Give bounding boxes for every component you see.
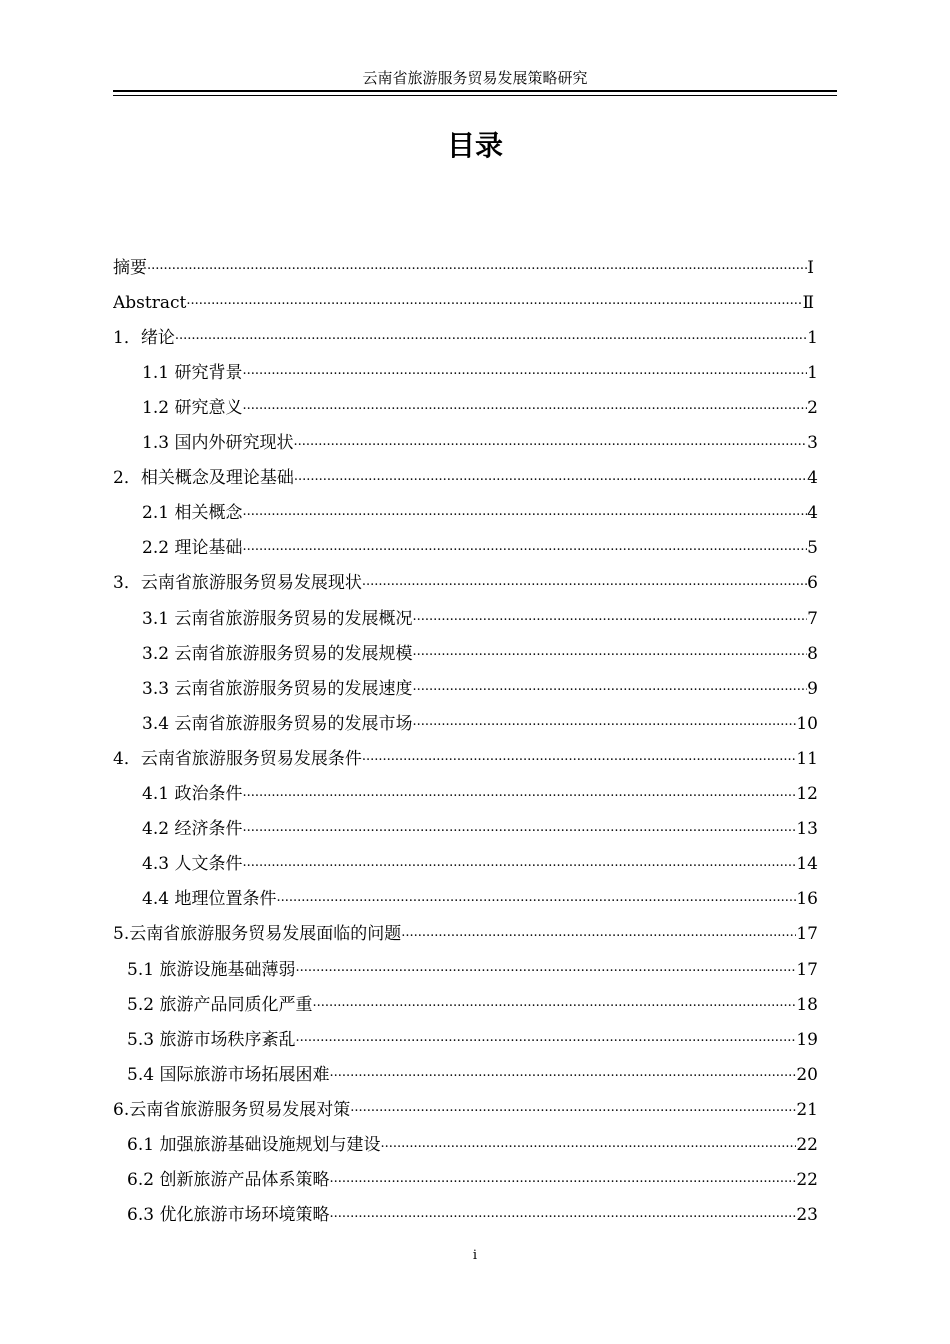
toc-dot-leader	[276, 887, 796, 917]
header-rule-thin	[113, 95, 837, 96]
toc-entry-page: 4	[807, 468, 818, 489]
toc-entry-title: 1．绪论	[113, 327, 175, 348]
toc-entry-title: 4.3 人文条件	[142, 854, 243, 875]
toc-dot-leader	[329, 1062, 796, 1092]
toc-entry[interactable]	[113, 566, 818, 601]
toc-entry[interactable]	[127, 1163, 818, 1198]
toc-entry-title: 1.3 国内外研究现状	[142, 433, 294, 453]
toc-dot-leader	[242, 395, 807, 425]
page-number: i	[472, 1248, 478, 1263]
toc-dot-leader	[242, 536, 807, 566]
toc-entry-page: 8	[807, 643, 818, 664]
running-header: 云南省旅游服务贸易发展策略研究	[362, 69, 588, 87]
toc-entry-title: 6.2 创新旅游产品体系策略	[127, 1170, 330, 1191]
toc-dot-leader	[295, 957, 796, 987]
toc-entry-title: 5.2 旅游产品同质化严重	[127, 994, 313, 1015]
toc-entry-title: 3.3 云南省旅游服务贸易的发展速度	[142, 678, 413, 699]
toc-entry-page: 23	[796, 1205, 818, 1226]
toc-entry-title: 2.2 理论基础	[142, 538, 243, 559]
toc-entry-title: 1.2 研究意义	[142, 397, 243, 418]
toc-dot-leader	[147, 255, 807, 285]
toc-dot-leader	[293, 431, 807, 461]
toc-entry-page: 22	[796, 1170, 818, 1191]
toc-entry-page: 13	[796, 819, 818, 840]
toc-entry-page: 7	[807, 608, 818, 629]
toc-entry-title: 5.4 国际旅游市场拓展困难	[127, 1064, 330, 1085]
toc-entry-page: 14	[796, 854, 818, 875]
toc-entry-title: 2.1 相关概念	[142, 503, 243, 524]
toc-dot-leader	[350, 1097, 796, 1127]
toc-entry-page: 22	[796, 1135, 818, 1155]
toc-entry-page: 19	[796, 1029, 818, 1050]
toc-entry[interactable]	[142, 355, 818, 390]
toc-entry[interactable]	[142, 390, 818, 425]
toc-dot-leader	[242, 360, 807, 390]
toc-entry-title: 3．云南省旅游服务贸易发展现状	[113, 573, 362, 594]
toc-dot-leader	[401, 922, 796, 952]
toc-entry-page: 6	[807, 573, 818, 594]
toc-entry-page: 10	[796, 713, 818, 734]
toc-entry-title: 4.2 经济条件	[142, 819, 243, 840]
toc-dot-leader	[412, 676, 807, 706]
toc-entry-title: 3.1 云南省旅游服务贸易的发展概况	[142, 608, 413, 629]
toc-entry[interactable]	[127, 987, 818, 1022]
toc-entry-title: Abstract	[113, 292, 187, 313]
toc-entry-title: 6.1 加强旅游基础设施规划与建设	[127, 1135, 381, 1155]
toc-entry[interactable]	[127, 1128, 818, 1163]
toc-entry-page: 11	[796, 748, 818, 769]
toc-entry-title: 5.3 旅游市场秩序紊乱	[127, 1029, 296, 1050]
toc-entry-title: 6.云南省旅游服务贸易发展对策	[113, 1099, 351, 1120]
toc-dot-leader	[242, 852, 796, 882]
toc-dot-leader	[312, 992, 796, 1022]
toc-entry[interactable]	[142, 847, 818, 882]
toc-entry-page: 4	[807, 503, 818, 524]
toc-entry-page: 5	[807, 538, 818, 559]
toc-entry-page: 16	[796, 889, 818, 910]
toc-entry[interactable]	[142, 671, 818, 706]
toc-entry-page: 1	[807, 327, 818, 348]
toc-dot-leader	[329, 1203, 796, 1233]
page-title: 目录	[446, 129, 503, 162]
toc-entry-page: 12	[796, 784, 818, 804]
toc-entry-title: 3.4 云南省旅游服务贸易的发展市场	[142, 713, 413, 734]
toc-entry[interactable]	[142, 601, 818, 636]
toc-entry-page: Ⅱ	[802, 292, 814, 313]
toc-entry[interactable]	[113, 461, 818, 496]
toc-dot-leader	[380, 1133, 796, 1163]
toc-entry[interactable]	[142, 496, 818, 531]
toc-entry[interactable]	[142, 777, 818, 812]
toc-entry-page: 18	[796, 994, 818, 1015]
toc-entry[interactable]	[142, 636, 818, 671]
toc-entry-title: 3.2 云南省旅游服务贸易的发展规模	[142, 643, 413, 664]
toc-entry[interactable]	[113, 917, 818, 952]
toc-entry-page: 21	[796, 1099, 818, 1120]
toc-entry[interactable]	[127, 1022, 818, 1057]
toc-dot-leader	[362, 746, 797, 776]
toc-entry[interactable]	[142, 426, 818, 461]
toc-entry[interactable]	[142, 882, 818, 917]
toc-dot-leader	[242, 782, 796, 812]
toc-dot-leader	[294, 466, 807, 496]
toc-dot-leader	[362, 571, 807, 601]
toc-entry-title: 6.3 优化旅游市场环境策略	[127, 1205, 330, 1226]
toc-dot-leader	[412, 641, 807, 671]
toc-entry-title: 摘要	[113, 257, 147, 278]
toc-dot-leader	[329, 1168, 796, 1198]
toc-entry[interactable]	[127, 1198, 818, 1233]
toc-entry[interactable]	[127, 952, 818, 987]
toc-entry[interactable]	[113, 250, 814, 285]
toc-entry[interactable]	[113, 1092, 818, 1127]
toc-entry[interactable]	[142, 531, 818, 566]
toc-entry-page: 3	[807, 433, 818, 453]
toc-entry[interactable]	[113, 320, 818, 355]
toc-entry-title: 4.1 政治条件	[142, 784, 243, 804]
toc-dot-leader	[242, 817, 796, 847]
toc-entry-title: 4.4 地理位置条件	[142, 889, 277, 910]
toc-dot-leader	[412, 606, 807, 636]
toc-entry-page: 17	[796, 924, 818, 945]
toc-entry[interactable]	[127, 1057, 818, 1092]
toc-entry[interactable]	[113, 741, 818, 776]
toc-entry[interactable]	[142, 812, 818, 847]
toc-entry[interactable]	[113, 285, 814, 320]
toc-entry-title: 1.1 研究背景	[142, 362, 243, 383]
toc-entry-page: Ⅰ	[807, 257, 814, 278]
header-rule-thick	[113, 90, 837, 92]
toc-dot-leader	[295, 1027, 796, 1057]
toc-entry-title: 2．相关概念及理论基础	[113, 468, 294, 489]
toc-entry-page: 1	[807, 362, 818, 383]
toc-entry-page: 17	[796, 959, 818, 980]
toc-entry-page: 20	[796, 1064, 818, 1085]
toc-entry-page: 2	[807, 397, 818, 418]
toc-dot-leader	[186, 290, 802, 320]
toc-dot-leader	[242, 501, 807, 531]
toc-entry-title: 5.1 旅游设施基础薄弱	[127, 959, 296, 980]
toc-dot-leader	[175, 325, 807, 355]
toc-dot-leader	[412, 711, 796, 741]
toc-entry-title: 5.云南省旅游服务贸易发展面临的问题	[113, 924, 402, 945]
toc-entry-title: 4．云南省旅游服务贸易发展条件	[113, 748, 362, 769]
toc-entry-page: 9	[807, 678, 818, 699]
toc-entry[interactable]	[142, 706, 818, 741]
